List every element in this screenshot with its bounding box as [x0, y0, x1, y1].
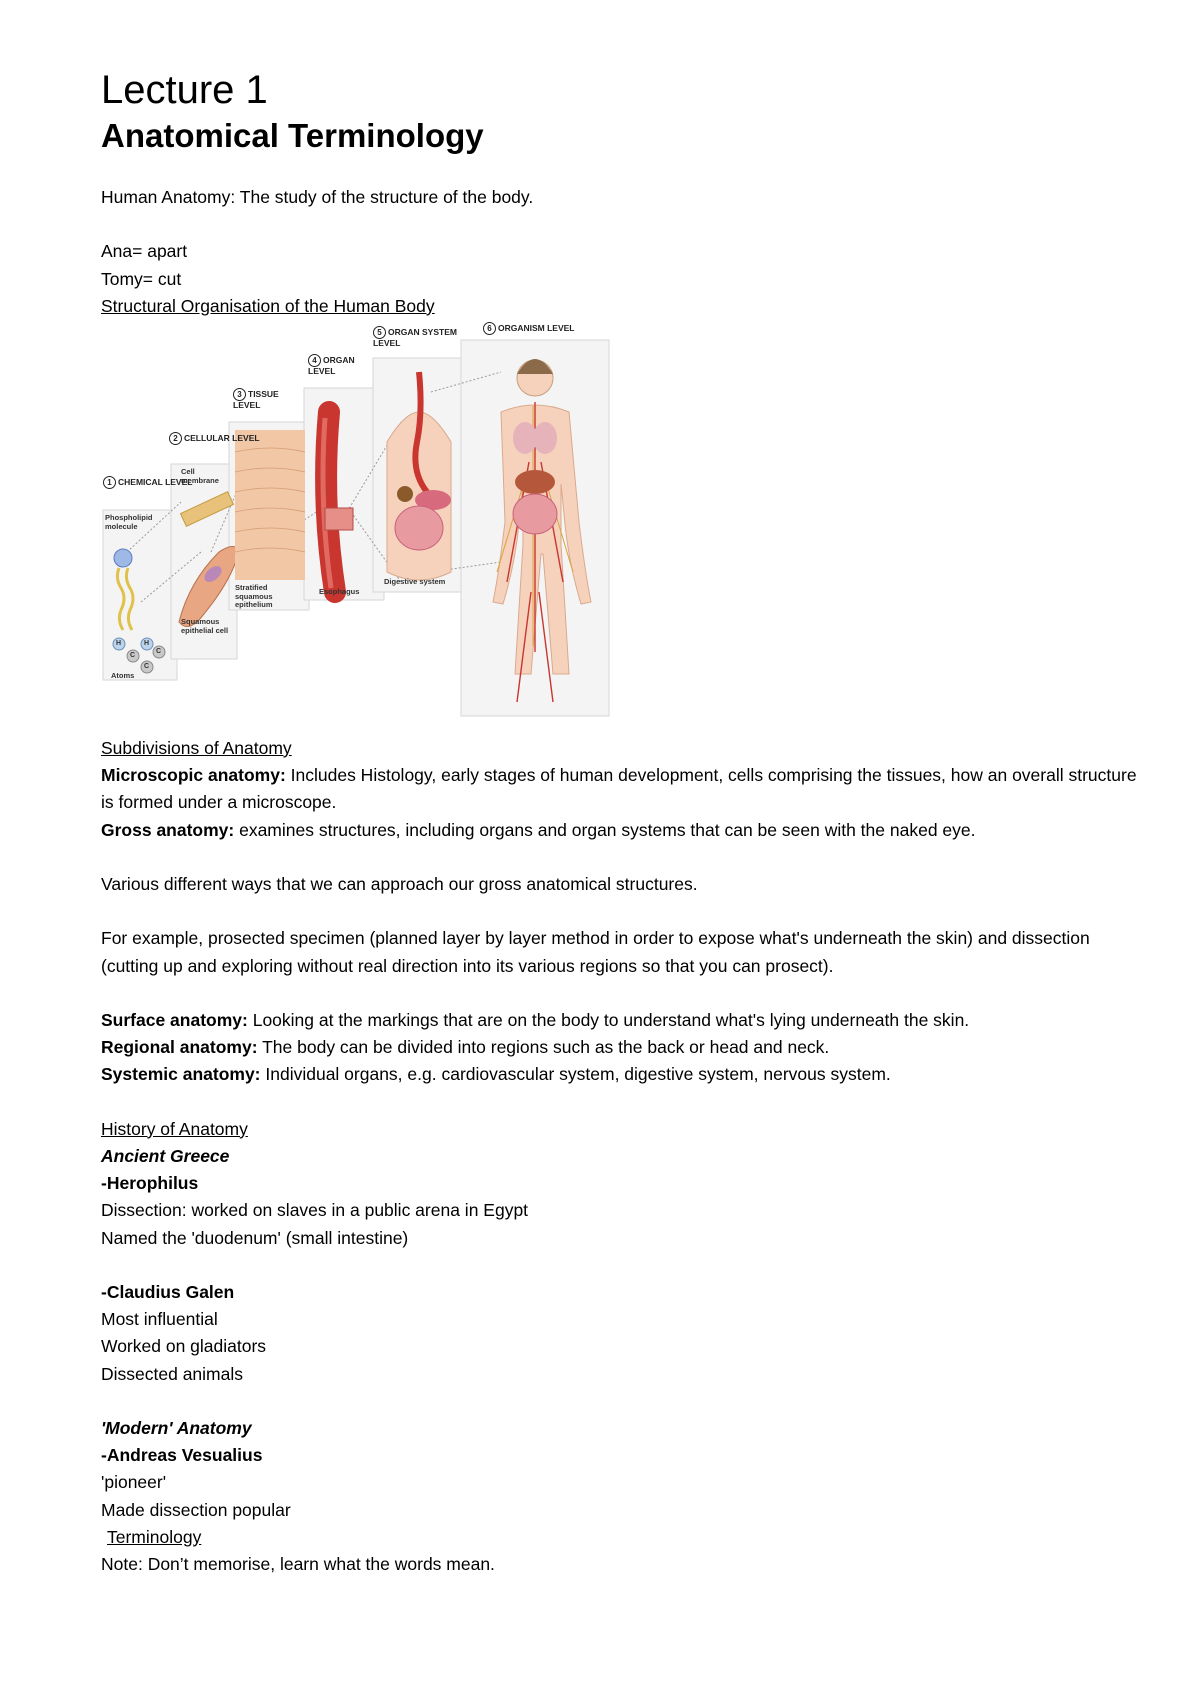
galen-line: Most influential	[101, 1309, 218, 1330]
systemic-anatomy: Systemic anatomy: Individual organs, e.g. cardiovascular system, digestive system, nervous system.	[101, 1064, 891, 1085]
caption-atoms: Atoms	[111, 671, 135, 680]
atom-label: C	[144, 663, 150, 670]
etymology-tomy: Tomy= cut	[101, 268, 182, 289]
level-label-tissue: 3 TISSUE LEVEL	[233, 389, 279, 410]
level-label-chemical: 1 CHEMICAL LEVEL	[103, 476, 192, 489]
lecture-subtitle: Anatomical Terminology	[101, 117, 484, 154]
lecture-title: Lecture 1	[101, 68, 268, 112]
example-text: For example, prosected specimen (planned layer by layer method in order to expose what's underneath the skin) and dissection (cutting up and exploring without real direction into its various regions so that you can prosect).	[101, 928, 1090, 976]
level-label-organ: 4 ORGAN LEVEL	[308, 355, 355, 376]
caption-phospholipid: Phospholipid molecule	[105, 513, 153, 531]
vesalius-name: -Andreas Vesualius	[101, 1445, 263, 1466]
etymology-ana: Ana= apart	[101, 241, 188, 262]
terminology-note: Note: Don’t memorise, learn what the words mean.	[101, 1554, 495, 1574]
caption-cell-membrane: Cell membrane	[181, 467, 219, 485]
history-heading: History of Anatomy	[101, 1118, 248, 1139]
level-label-cellular: 2 CELLULAR LEVEL	[169, 432, 260, 445]
caption-stratified-epithelium: Stratified squamous epithelium	[235, 583, 273, 609]
subdivisions-heading: Subdivisions of Anatomy	[101, 738, 292, 758]
modern-anatomy-heading: 'Modern' Anatomy	[101, 1417, 252, 1438]
organisation-illustration	[101, 322, 661, 727]
regional-anatomy: Regional anatomy: The body can be divided into regions such as the back or head and neck.	[101, 1037, 830, 1058]
surface-anatomy: Surface anatomy: Looking at the markings that are on the body to understand what's lying underneath the skin.	[101, 1009, 970, 1030]
gross-anatomy: Gross anatomy: examines structures, including organs and organ systems that can be seen with the naked eye.	[101, 819, 976, 840]
vesalius-line: Made dissection popular	[101, 1499, 291, 1520]
caption-digestive-system: Digestive system	[384, 577, 446, 586]
level-label-organism: 6 ORGANISM LEVEL	[483, 322, 575, 335]
herophilus-line: Dissection: worked on slaves in a public arena in Egypt	[101, 1200, 529, 1221]
ancient-greece-heading: Ancient Greece	[101, 1145, 230, 1166]
organisation-figure	[101, 322, 661, 727]
definition: Human Anatomy: The study of the structure of the body.	[101, 187, 534, 207]
atom-label: C	[156, 648, 162, 655]
atom-label: H	[144, 640, 150, 647]
microscopic-anatomy: Microscopic anatomy: Includes Histology, early stages of human development, cells comprising the tissues, how an overall structure is formed under a microscope.	[101, 765, 1137, 813]
herophilus-line: Named the 'duodenum' (small intestine)	[101, 1227, 409, 1248]
atom-label: H	[116, 640, 122, 647]
vesalius-line: 'pioneer'	[101, 1472, 167, 1493]
structural-heading: Structural Organisation of the Human Body	[101, 295, 435, 316]
herophilus-name: -Herophilus	[101, 1173, 199, 1194]
galen-line: Worked on gladiators	[101, 1336, 267, 1357]
document-page	[101, 66, 1141, 1578]
atom-label: C	[130, 652, 136, 659]
galen-line: Dissected animals	[101, 1363, 243, 1384]
caption-squamous-cell: Squamous epithelial cell	[181, 617, 229, 635]
terminology-heading: Terminology	[107, 1526, 202, 1547]
level-label-organ-system: 5 ORGAN SYSTEM LEVEL	[373, 327, 457, 348]
approaches-text: Various different ways that we can approach our gross anatomical structures.	[101, 874, 698, 894]
galen-name: -Claudius Galen	[101, 1281, 235, 1302]
caption-esophagus: Esophagus	[319, 587, 360, 596]
